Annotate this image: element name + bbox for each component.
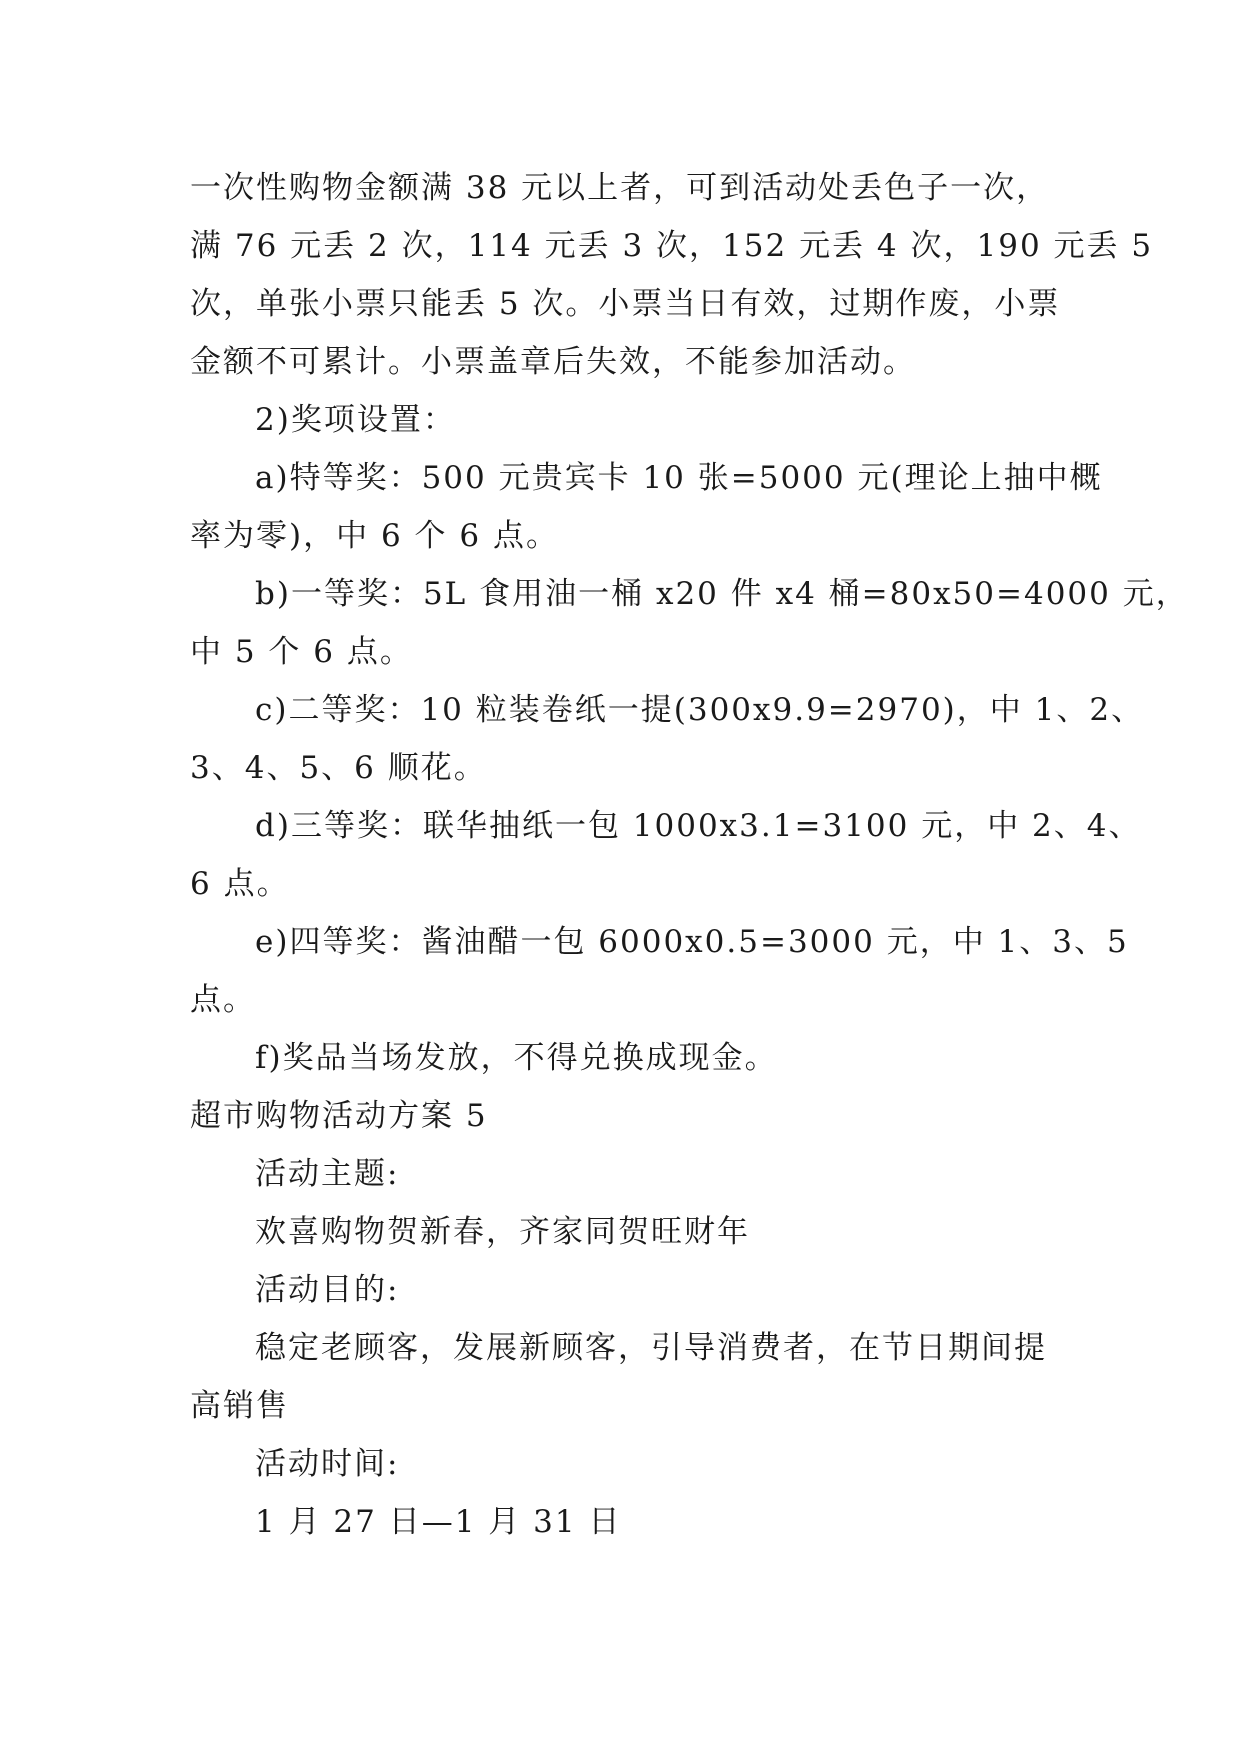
grand-prize-line-2: 率为零)，中 6 个 6 点。 [190, 518, 559, 554]
activity-time-label: 活动时间: [255, 1446, 400, 1482]
second-prize-line-1: c)二等奖：10 粒装卷纸一提(300x9.9=2970)，中 1、2、 [255, 692, 1145, 728]
paragraph-line-4: 金额不可累计。小票盖章后失效，不能参加活动。 [190, 344, 916, 380]
paragraph-line-3: 次，单张小票只能丢 5 次。小票当日有效，过期作废，小票 [190, 286, 1061, 322]
grand-prize-line-1: a)特等奖：500 元贵宾卡 10 张=5000 元(理论上抽中概 [255, 460, 1103, 496]
paragraph-line-1: 一次性购物金额满 38 元以上者，可到活动处丢色子一次， [190, 170, 1050, 206]
prize-settings-heading: 2)奖项设置： [255, 402, 456, 438]
activity-theme-text: 欢喜购物贺新春，齐家同贺旺财年 [255, 1214, 750, 1250]
fourth-prize-line-1: e)四等奖：酱油醋一包 6000x0.5=3000 元，中 1、3、5 [255, 924, 1129, 960]
activity-time-text: 1 月 27 日—1 月 31 日 [255, 1504, 622, 1540]
prize-note-line: f)奖品当场发放，不得兑换成现金。 [255, 1040, 778, 1076]
section-title: 超市购物活动方案 5 [190, 1098, 488, 1134]
activity-theme-label: 活动主题: [255, 1156, 400, 1192]
activity-purpose-label: 活动目的: [255, 1272, 400, 1308]
paragraph-line-2: 满 76 元丢 2 次，114 元丢 3 次，152 元丢 4 次，190 元丢 5 [190, 228, 1154, 264]
third-prize-line-2: 6 点。 [190, 866, 290, 902]
third-prize-line-1: d)三等奖：联华抽纸一包 1000x3.1=3100 元，中 2、4、 [255, 808, 1142, 844]
activity-purpose-line-2: 高销售 [190, 1388, 289, 1424]
second-prize-line-2: 3、4、5、6 顺花。 [190, 750, 487, 786]
first-prize-line-1: b)一等奖：5L 食用油一桶 x20 件 x4 桶=80x50=4000 元， [255, 576, 1189, 612]
first-prize-line-2: 中 5 个 6 点。 [190, 634, 413, 670]
fourth-prize-line-2: 点。 [190, 982, 256, 1018]
activity-purpose-line-1: 稳定老顾客，发展新顾客，引导消费者，在节日期间提 [255, 1330, 1047, 1366]
